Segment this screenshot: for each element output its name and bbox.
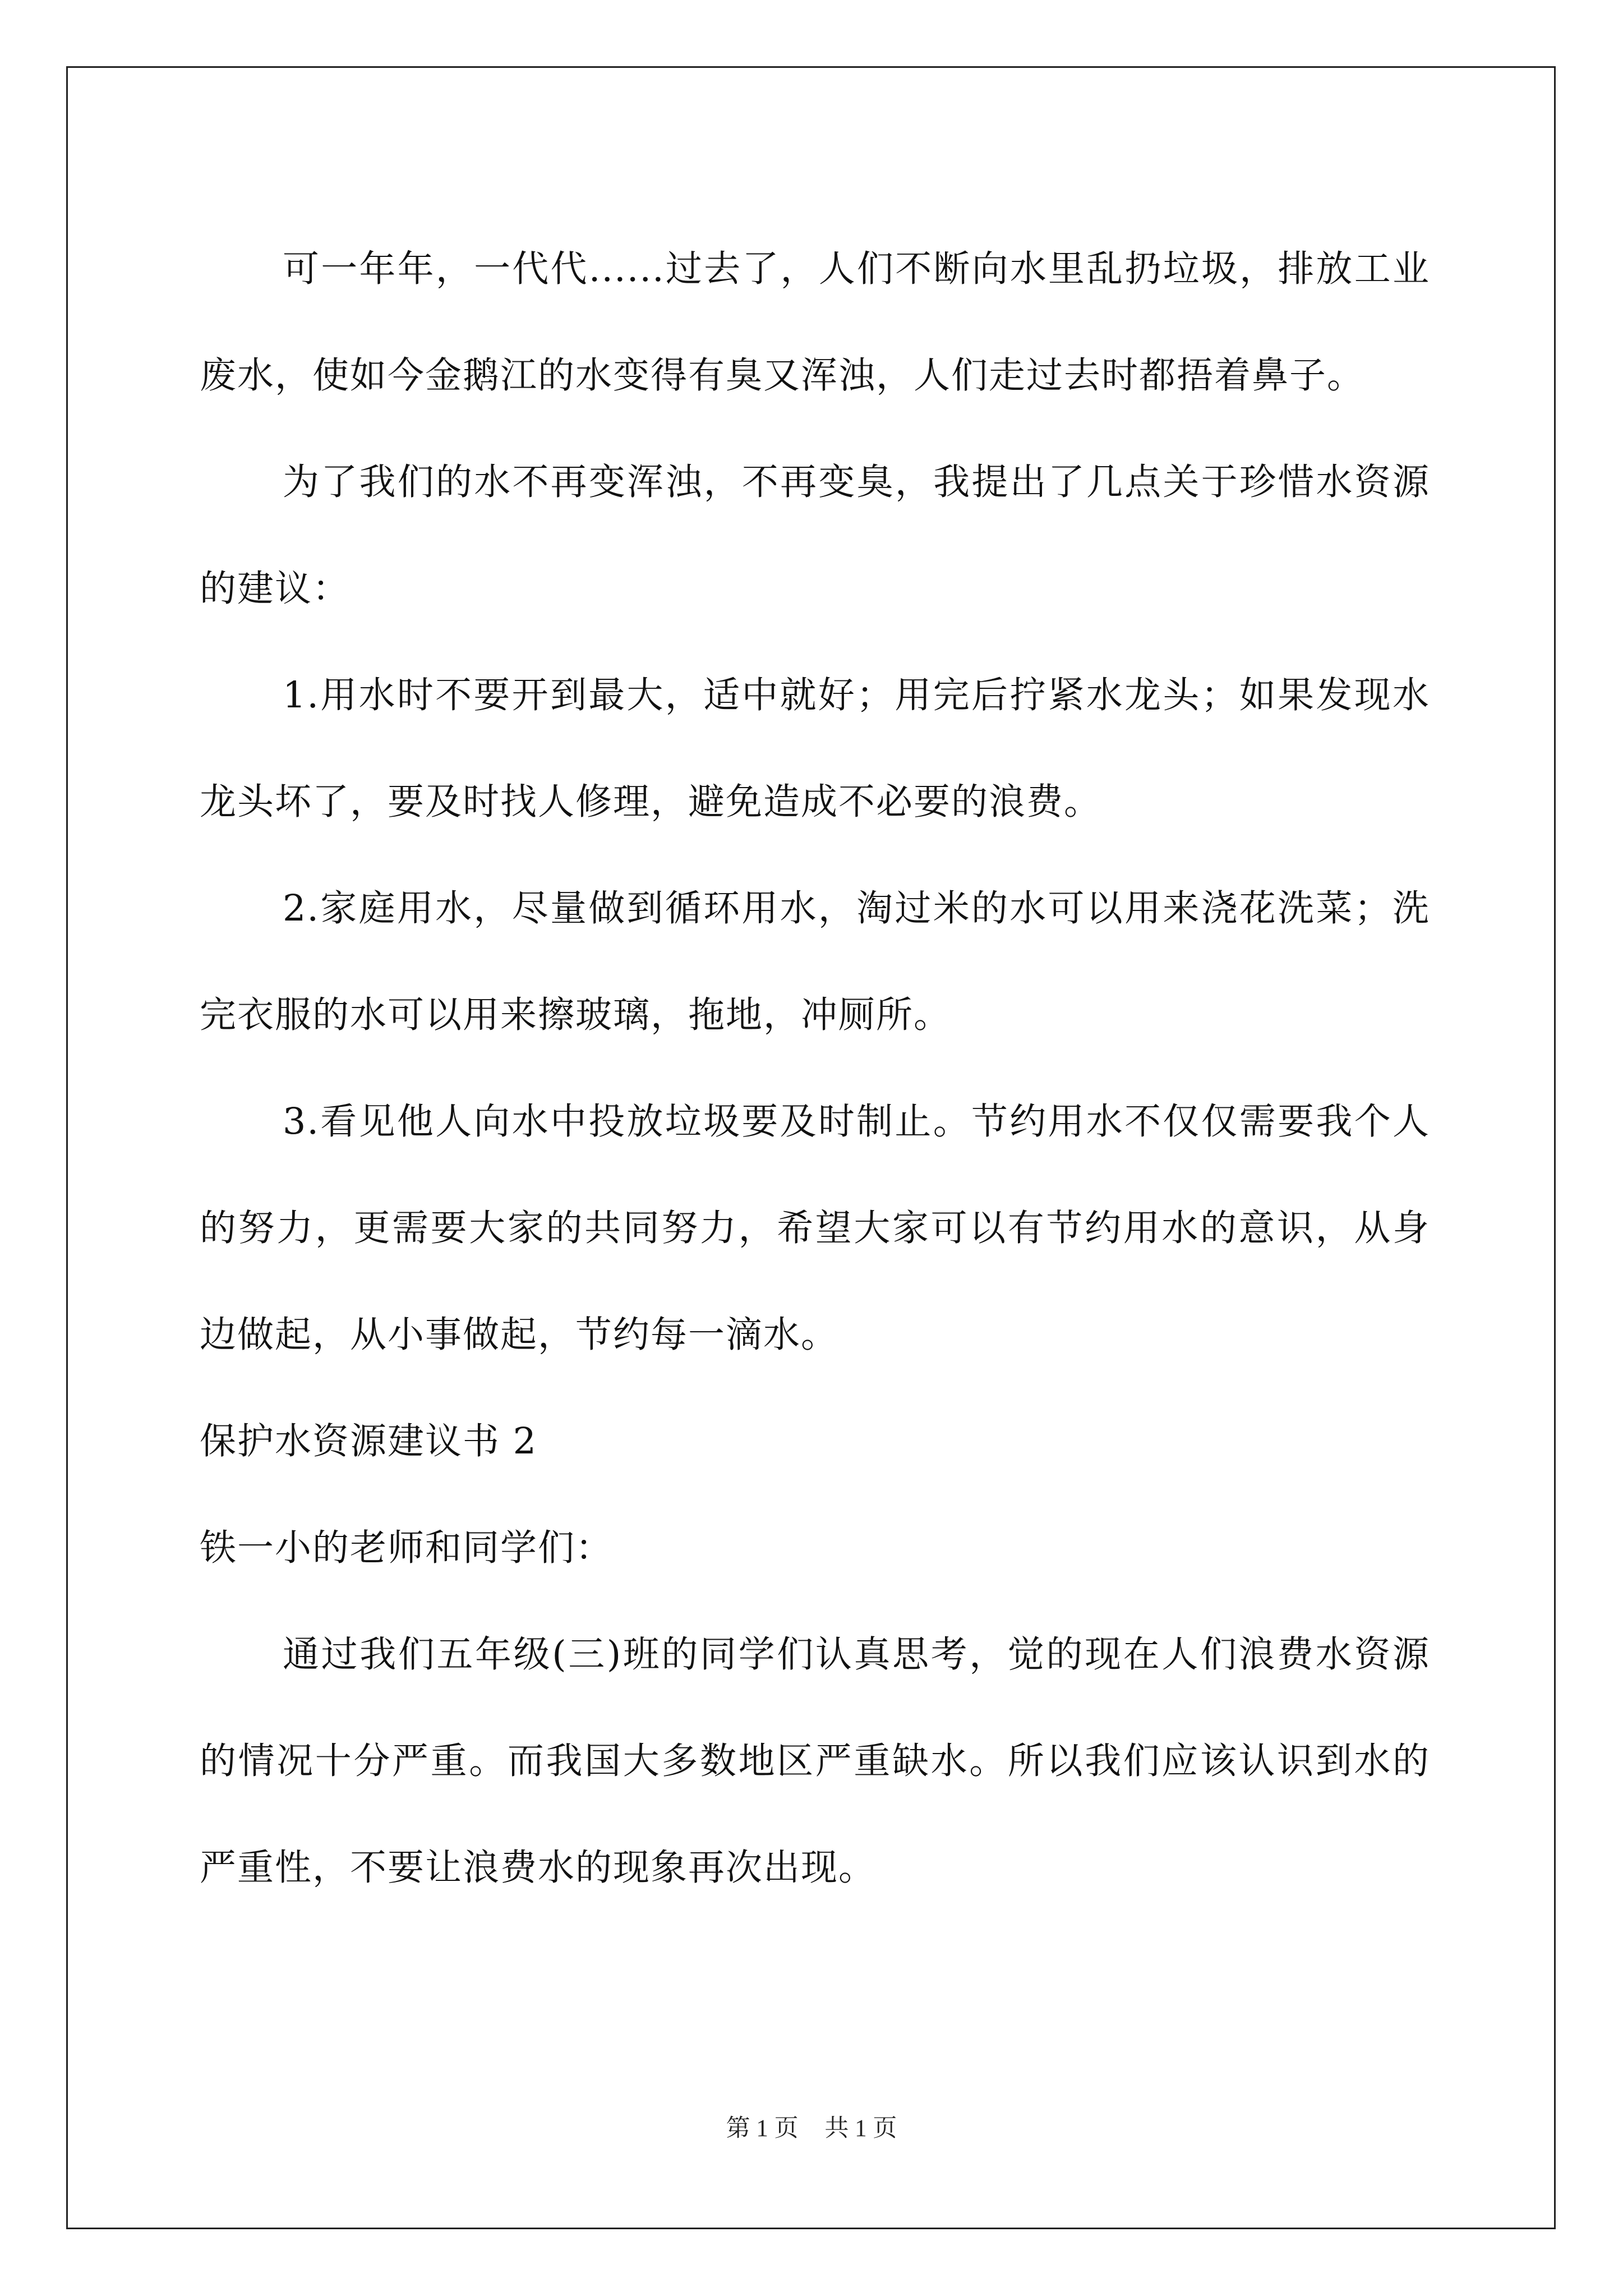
page-number-total: 共 1 页 bbox=[824, 2115, 897, 2142]
document-body bbox=[200, 216, 1430, 1921]
page-footer bbox=[0, 2109, 1623, 2143]
paragraph-2: 为了我们的水不再变浑浊，不再变臭，我提出了几点关于珍惜水资源的建议： bbox=[200, 461, 1430, 610]
paragraph-1: 可一年年，一代代......过去了，人们不断向水里乱扔垃圾，排放工业废水，使如今金鹅江的水变得有臭又浑浊，人们走过去时都捂着鼻子。 bbox=[200, 248, 1430, 397]
page-number-current: 第 1 页 bbox=[726, 2115, 799, 2142]
paragraph-5: 3.看见他人向水中投放垃圾要及时制止。节约用水不仅仅需要我个人的努力，更需要大家的共同努力，希望大家可以有节约用水的意识，从身边做起，从小事做起，节约每一滴水。 bbox=[200, 1101, 1430, 1356]
paragraph-4: 2.家庭用水，尽量做到循环用水，淘过米的水可以用来浇花洗菜；洗完衣服的水可以用来擦玻璃，拖地，冲厕所。 bbox=[200, 887, 1430, 1036]
section-title: 保护水资源建议书 2 bbox=[200, 1420, 538, 1462]
salutation: 铁一小的老师和同学们： bbox=[200, 1527, 614, 1569]
section-paragraph-1: 通过我们五年级(三)班的同学们认真思考，觉的现在人们浪费水资源的情况十分严重。而我国大多数地区严重缺水。所以我们应该认识到水的严重性，不要让浪费水的现象再次出现。 bbox=[200, 1634, 1430, 1889]
paragraph-3: 1.用水时不要开到最大，适中就好；用完后拧紧水龙头；如果发现水龙头坏了，要及时找人修理，避免造成不必要的浪费。 bbox=[200, 674, 1430, 823]
